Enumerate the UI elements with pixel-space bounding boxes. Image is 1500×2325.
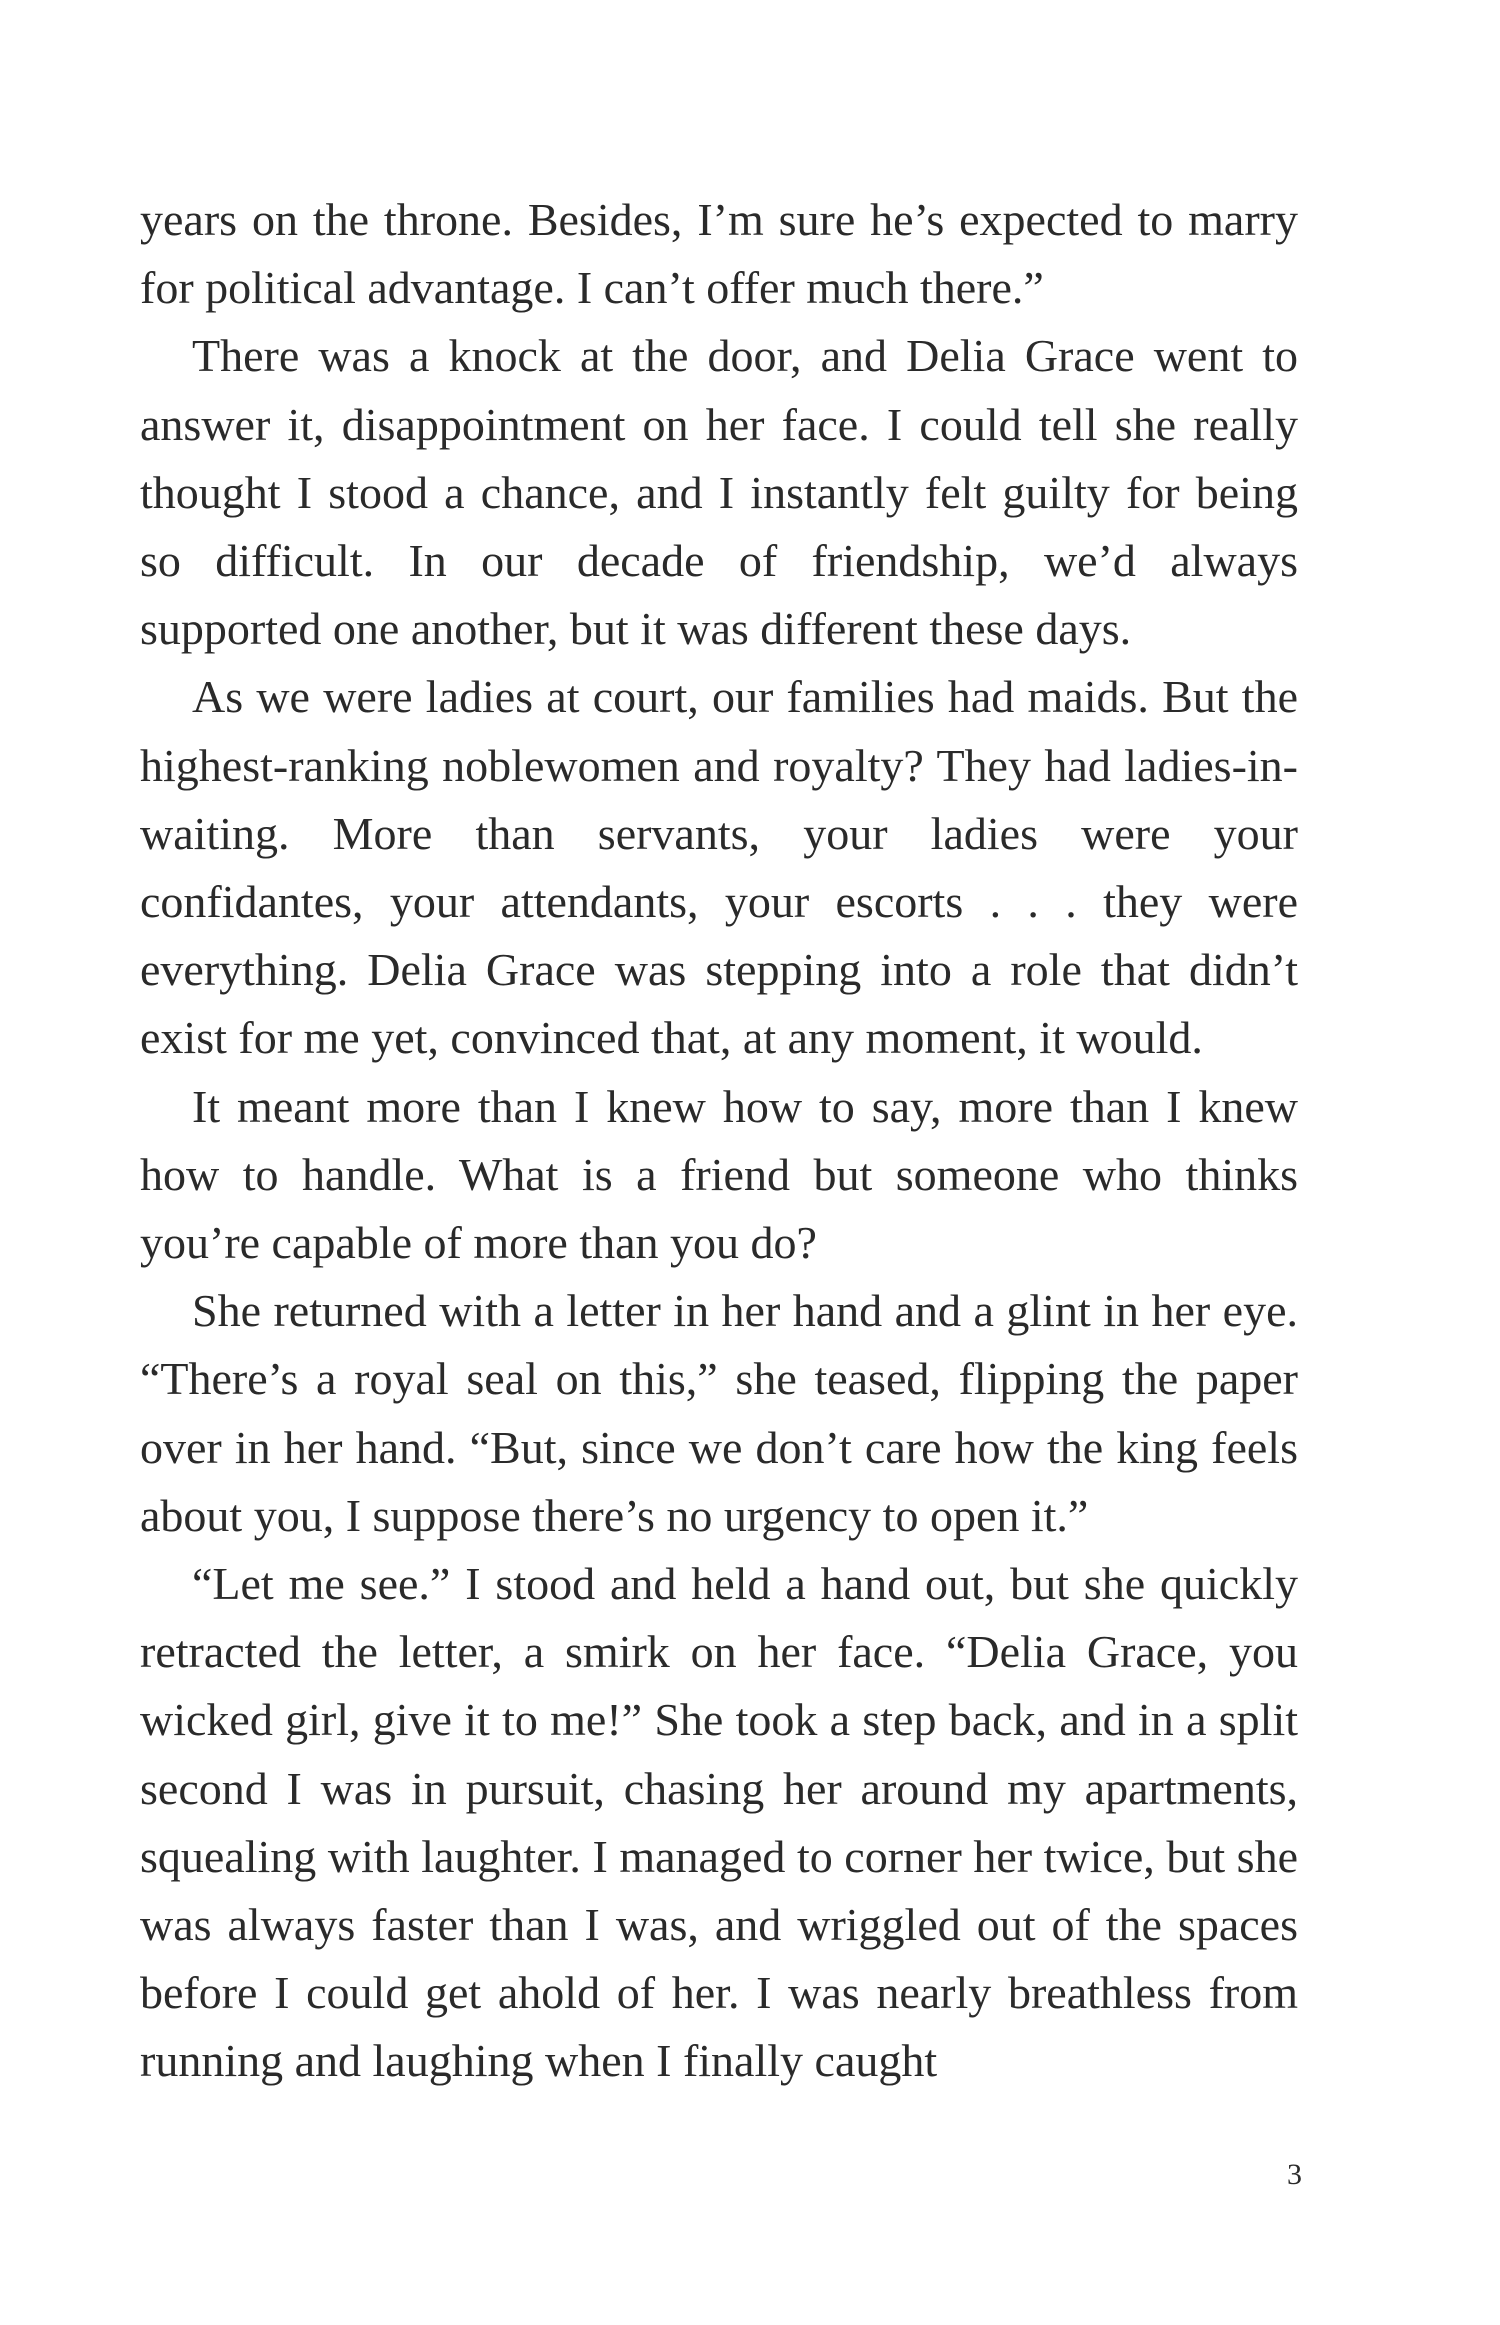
paragraph: It meant more than I knew how to say, more than I knew how to handle. What is a friend but someone who thinks you’re capable of more than you do? xyxy=(140,1080,1298,1269)
paragraph: There was a knock at the door, and Delia Grace went to answer it, disappointment on her face. I could tell she really thought I stood a chance, and I instantly felt guilty for being so difficult. In our decade of friendship, we’d always supported one another, but it was different these days. xyxy=(140,330,1298,655)
paragraph: As we were ladies at court, our families had maids. But the highest-ranking noblewomen and royalty? They had ladies-in-waiting. More than servants, your ladies were your confidantes, your attendants, your escorts . . . they were everything. Delia Grace was stepping into a role that didn’t exist for me yet, convinced that, at any moment, it would. xyxy=(140,671,1298,1064)
page-number: 3 xyxy=(1287,2158,1302,2191)
paragraph: She returned with a letter in her hand and a glint in her eye. “There’s a royal seal on this,” she teased, flipping the paper over in her hand. “But, since we don’t care how the king feels about you, I suppose there’s no urgency to open it.” xyxy=(140,1285,1298,1541)
body-text xyxy=(140,186,1298,2096)
paragraph: years on the throne. Besides, I’m sure he’s expected to marry for political advantage. I can’t offer much there.” xyxy=(140,194,1298,314)
paragraph: “Let me see.” I stood and held a hand out, but she quickly retracted the letter, a smirk on her face. “Delia Grace, you wicked girl, give it to me!” She took a step back, and in a split second I was in pursuit, chasing her around my apartments, squealing with laughter. I managed to corner her twice, but she was always faster than I was, and wriggled out of the spaces before I could get ahold of her. I was nearly breathless from running and laughing when I finally caught xyxy=(140,1558,1298,2087)
